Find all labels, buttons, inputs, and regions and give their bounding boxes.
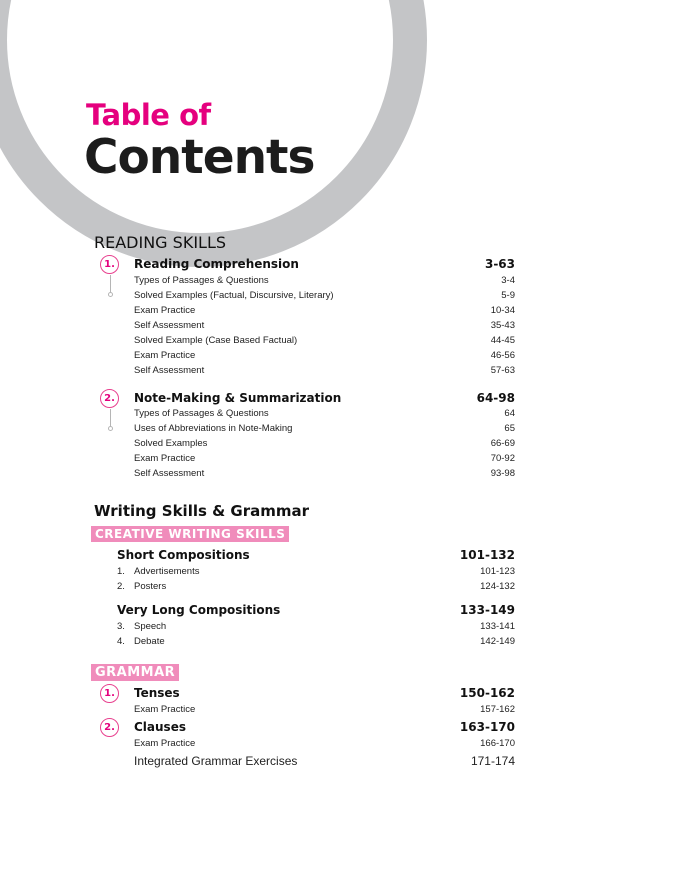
section-writing-skills: Writing Skills & Grammar xyxy=(94,502,310,520)
toc-item[interactable] xyxy=(0,350,700,364)
item-pages: 93-98 xyxy=(490,468,515,479)
subsection-very-long-compositions[interactable] xyxy=(0,603,700,621)
toc-item[interactable] xyxy=(0,636,700,650)
toc-item[interactable] xyxy=(0,621,700,635)
chapter-title: Reading Comprehension xyxy=(134,257,299,271)
toc-item[interactable] xyxy=(0,275,700,289)
toc-item[interactable] xyxy=(0,290,700,304)
item-label: Speech xyxy=(134,621,167,632)
toc-item[interactable] xyxy=(0,738,700,752)
toc-item[interactable] xyxy=(0,581,700,595)
chapter-row-clauses[interactable] xyxy=(0,720,700,738)
integrated-pages: 171-174 xyxy=(470,754,515,768)
item-label: Exam Practice xyxy=(134,738,196,749)
chapter-row-tenses[interactable] xyxy=(0,686,700,704)
item-pages: 46-56 xyxy=(490,350,515,361)
chapter-badge-2: 2. xyxy=(100,389,119,408)
item-pages: 3-4 xyxy=(501,275,515,286)
item-number: 1. xyxy=(117,566,125,577)
chapter-pages: 3-63 xyxy=(484,257,515,271)
item-label: Self Assessment xyxy=(134,365,205,376)
subsection-pages: 133-149 xyxy=(459,603,515,617)
chapter-title: Tenses xyxy=(134,686,180,700)
item-pages: 5-9 xyxy=(501,290,515,301)
item-label: Solved Examples (Factual, Discursive, Literary) xyxy=(134,290,334,301)
chapter-row-reading-comprehension[interactable] xyxy=(0,257,700,275)
subsection-title: Short Compositions xyxy=(117,548,250,562)
item-label: Uses of Abbreviations in Note-Making xyxy=(134,423,293,434)
item-pages: 35-43 xyxy=(490,320,515,331)
item-pages: 65 xyxy=(504,423,515,434)
item-pages: 157-162 xyxy=(480,704,515,715)
item-pages: 124-132 xyxy=(480,581,515,592)
section-reading-skills: READING SKILLS xyxy=(94,233,227,252)
item-pages: 166-170 xyxy=(480,738,515,749)
toc-item[interactable] xyxy=(0,704,700,718)
item-pages: 66-69 xyxy=(490,438,515,449)
item-pages: 133-141 xyxy=(480,621,515,632)
item-label: Types of Passages & Questions xyxy=(134,275,269,286)
toc-item[interactable] xyxy=(0,566,700,580)
integrated-grammar-row[interactable] xyxy=(0,754,700,772)
item-label: Solved Example (Case Based Factual) xyxy=(134,335,298,346)
item-label: Debate xyxy=(134,636,165,647)
item-label: Exam Practice xyxy=(134,453,196,464)
toc-item[interactable] xyxy=(0,365,700,379)
chapter-pages: 64-98 xyxy=(476,391,515,405)
subsection-short-compositions[interactable] xyxy=(0,548,700,566)
item-label: Posters xyxy=(134,581,167,592)
toc-item[interactable] xyxy=(0,320,700,334)
toc-item[interactable] xyxy=(0,468,700,482)
item-label: Self Assessment xyxy=(134,320,205,331)
chapter-badge-1: 1. xyxy=(100,255,119,274)
chapter-pages: 163-170 xyxy=(459,720,515,734)
item-number: 2. xyxy=(117,581,125,592)
creative-writing-pill: CREATIVE WRITING SKILLS xyxy=(91,526,289,542)
chapter-badge-2: 2. xyxy=(100,718,119,737)
item-label: Types of Passages & Questions xyxy=(134,408,269,419)
subsection-pages: 101-132 xyxy=(459,548,515,562)
toc-item[interactable] xyxy=(0,423,700,437)
item-label: Exam Practice xyxy=(134,350,196,361)
toc-item[interactable] xyxy=(0,438,700,452)
item-label: Advertisements xyxy=(134,566,200,577)
grammar-pill: GRAMMAR xyxy=(91,664,179,681)
item-pages: 142-149 xyxy=(480,636,515,647)
subsection-title: Very Long Compositions xyxy=(117,603,281,617)
item-number: 3. xyxy=(117,621,125,632)
toc-item[interactable] xyxy=(0,408,700,422)
chapter-row-note-making[interactable] xyxy=(0,391,700,409)
item-pages: 57-63 xyxy=(490,365,515,376)
chapter-title: Clauses xyxy=(134,720,186,734)
toc-item[interactable] xyxy=(0,335,700,349)
toc-item[interactable] xyxy=(0,305,700,319)
item-label: Self Assessment xyxy=(134,468,205,479)
item-number: 4. xyxy=(117,636,125,647)
item-label: Exam Practice xyxy=(134,305,196,316)
integrated-label: Integrated Grammar Exercises xyxy=(134,754,298,768)
chapter-title: Note-Making & Summarization xyxy=(134,391,342,405)
title-line-1: Table of xyxy=(86,98,211,132)
item-label: Exam Practice xyxy=(134,704,196,715)
item-label: Solved Examples xyxy=(134,438,208,449)
item-pages: 70-92 xyxy=(490,453,515,464)
item-pages: 10-34 xyxy=(490,305,515,316)
item-pages: 64 xyxy=(504,408,515,419)
chapter-pages: 150-162 xyxy=(459,686,515,700)
item-pages: 101-123 xyxy=(480,566,515,577)
title-line-2: Contents xyxy=(84,130,315,185)
item-pages: 44-45 xyxy=(490,335,515,346)
toc-item[interactable] xyxy=(0,453,700,467)
chapter-badge-1: 1. xyxy=(100,684,119,703)
